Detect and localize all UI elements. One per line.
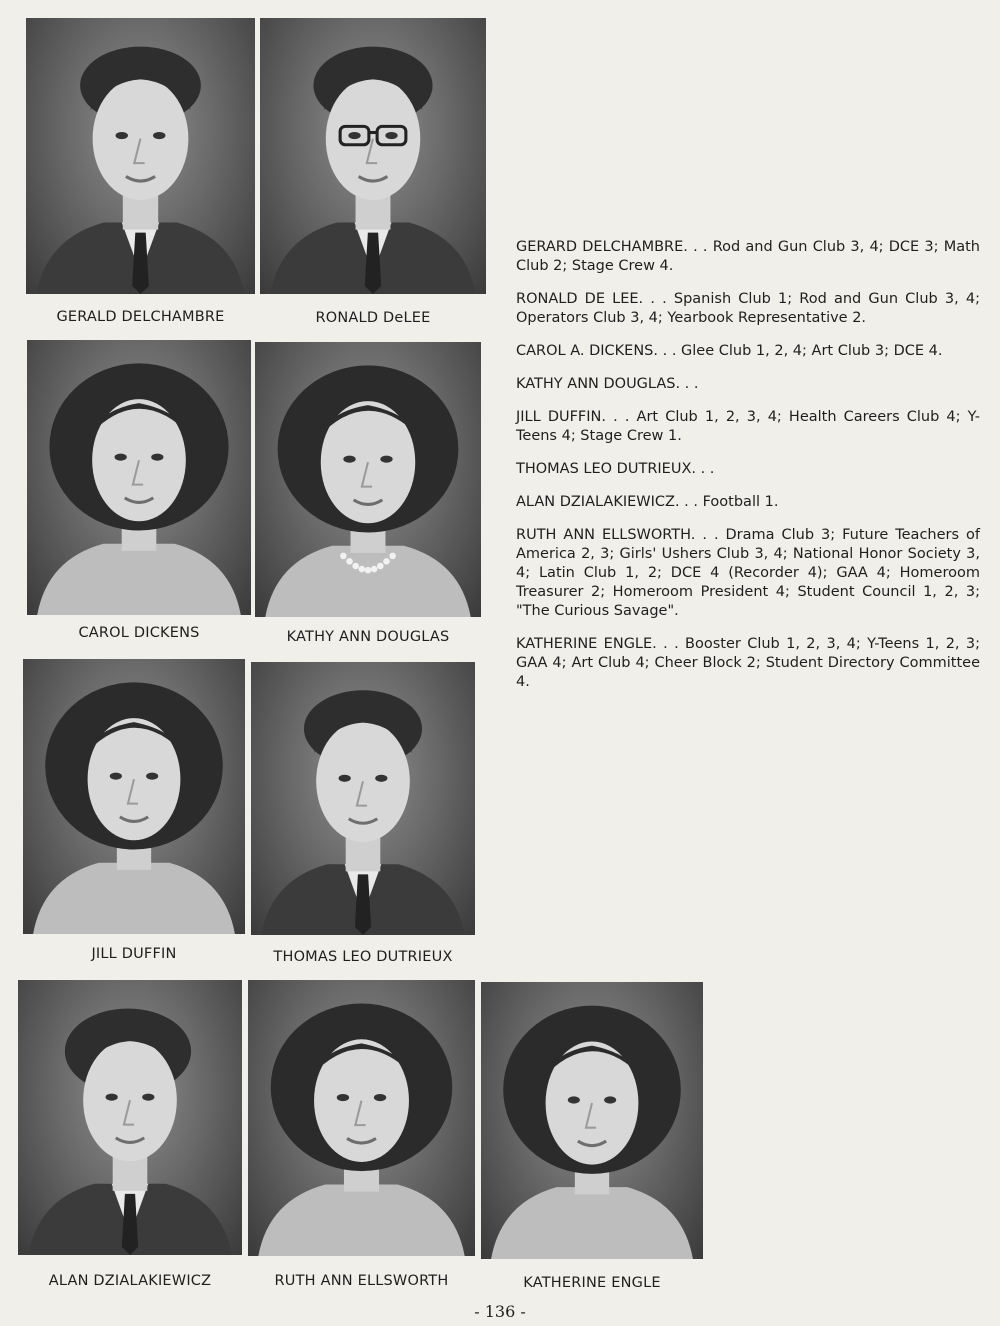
bio-thomas-leo-dutrieux: THOMAS LEO DUTRIEUX. . . bbox=[516, 461, 715, 477]
portrait-photo-katherine-engle bbox=[481, 982, 703, 1259]
portrait-photo-alan-dzialakiewicz bbox=[18, 980, 242, 1255]
bio-ruth-ann-ellsworth: RUTH ANN ELLSWORTH. . . Drama Club 3; Future Teachers of America 2, 3; Girls' Ushers Club 3, 4; National Honor Society 3, 4; Latin Club 1, 2; DCE 4 (Recorder 4); GAA 4; Homeroom Treasurer 2; Homeroom President 4; Student Council 1, 2, 3; "The Curious Savage". bbox=[516, 527, 980, 619]
portrait-figure bbox=[481, 982, 703, 1259]
bio-ronald-de-lee: RONALD DE LEE. . . Spanish Club 1; Rod and Gun Club 3, 4; Operators Club 3, 4; Yearbook Representative 2. bbox=[516, 291, 980, 326]
portrait-caption: GERALD DELCHAMBRE bbox=[56, 309, 225, 325]
portrait-caption: RUTH ANN ELLSWORTH bbox=[274, 1273, 449, 1289]
portrait-photo-jill-duffin bbox=[23, 659, 245, 934]
portrait-figure bbox=[260, 18, 486, 294]
portrait-photo-ruth-ann-ellsworth bbox=[248, 980, 475, 1256]
portrait-figure bbox=[251, 662, 475, 935]
portrait-photo-kathy-ann-douglas bbox=[255, 342, 481, 617]
page-number: - 136 - bbox=[474, 1302, 526, 1321]
portrait-caption: CAROL DICKENS bbox=[78, 625, 200, 641]
bio-kathy-ann-douglas: KATHY ANN DOUGLAS. . . bbox=[516, 376, 699, 392]
portrait-figure bbox=[26, 18, 255, 294]
portrait-caption: THOMAS LEO DUTRIEUX bbox=[273, 949, 453, 965]
portrait-caption: KATHY ANN DOUGLAS bbox=[286, 629, 450, 645]
portrait-photo-thomas-leo-dutrieux bbox=[251, 662, 475, 935]
portrait-caption: RONALD DeLEE bbox=[315, 310, 431, 326]
portrait-caption: KATHERINE ENGLE bbox=[523, 1275, 661, 1291]
portrait-photo-carol-dickens bbox=[27, 340, 251, 615]
bio-alan-dzialakiewicz: ALAN DZIALAKIEWICZ. . . Football 1. bbox=[516, 494, 779, 510]
bio-jill-duffin: JILL DUFFIN. . . Art Club 1, 2, 3, 4; Health Careers Club 4; Y-Teens 4; Stage Crew 1. bbox=[516, 409, 980, 444]
portrait-caption: JILL DUFFIN bbox=[91, 946, 177, 962]
senior-activities-list bbox=[516, 238, 980, 706]
portrait-photo-ronald-delee bbox=[260, 18, 486, 294]
portrait-photo-gerald-delchambre bbox=[26, 18, 255, 294]
bio-katherine-engle: KATHERINE ENGLE. . . Booster Club 1, 2, 3, 4; Y-Teens 1, 2, 3; GAA 4; Art Club 4; Cheer Block 2; Student Directory Committee 4. bbox=[516, 636, 980, 690]
portrait-figure bbox=[18, 980, 242, 1255]
bio-carol-dickens: CAROL A. DICKENS. . . Glee Club 1, 2, 4; Art Club 3; DCE 4. bbox=[516, 343, 943, 359]
portrait-figure bbox=[23, 659, 245, 934]
bio-gerard-delchambre: GERARD DELCHAMBRE. . . Rod and Gun Club 3, 4; DCE 3; Math Club 2; Stage Crew 4. bbox=[516, 239, 980, 274]
portrait-figure bbox=[248, 980, 475, 1256]
portrait-figure bbox=[255, 342, 481, 617]
portrait-caption: ALAN DZIALAKIEWICZ bbox=[48, 1273, 212, 1289]
portrait-figure bbox=[27, 340, 251, 615]
